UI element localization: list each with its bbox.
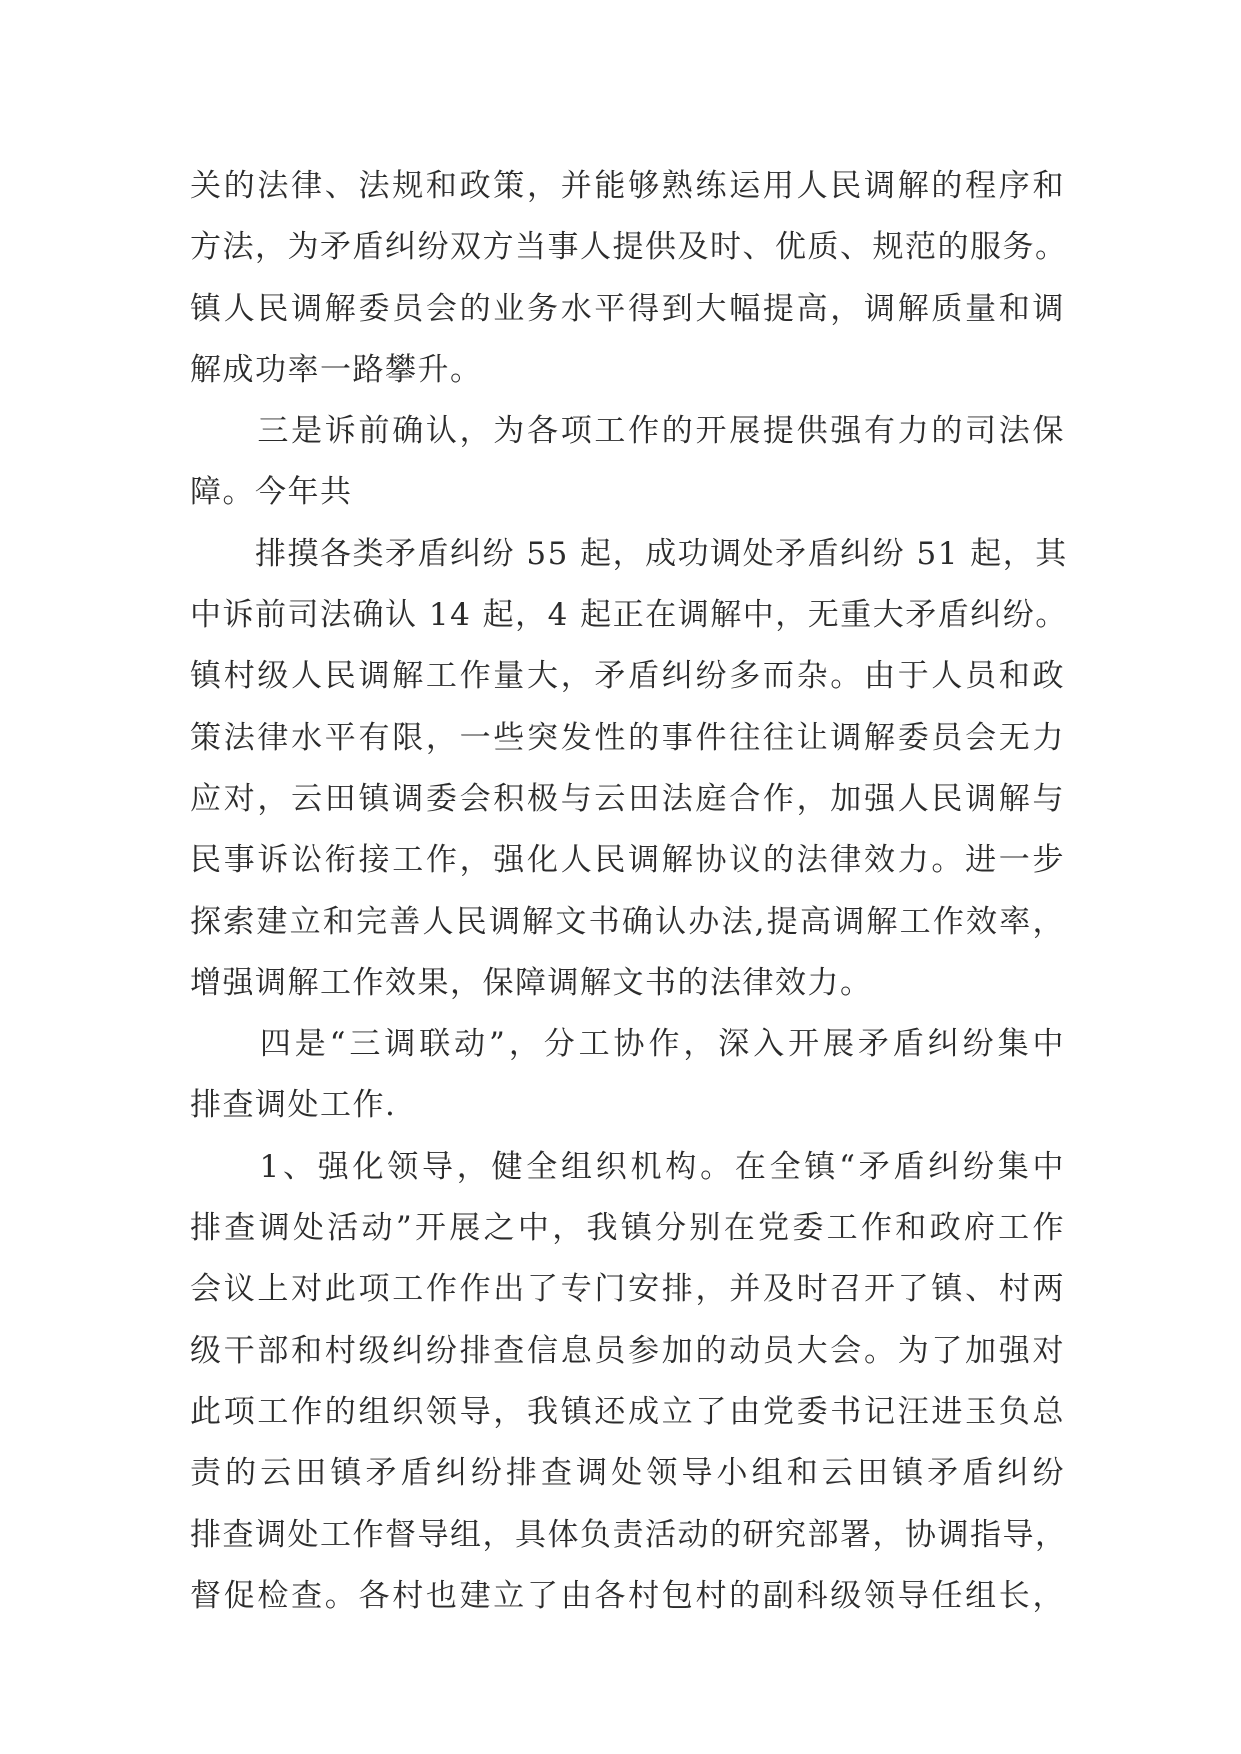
- text-line: 镇村级人民调解工作量大，矛盾纠纷多而杂。由于人员和政: [190, 658, 1065, 695]
- text-line: 策法律水平有限，一些突发性的事件往往让调解委员会无力: [190, 719, 1065, 756]
- body-text: [190, 156, 1068, 1627]
- text-line: 责的云田镇矛盾纠纷排查调处领导小组和云田镇矛盾纠纷: [190, 1455, 1065, 1492]
- text-line: 排查调处工作.: [190, 1087, 397, 1124]
- text-line: 三是诉前确认，为各项工作的开展提供强有力的司法保: [190, 413, 1065, 450]
- text-line: 会议上对此项工作作出了专门安排，并及时召开了镇、村两: [190, 1271, 1065, 1308]
- text-line: 排查调处工作督导组，具体负责活动的研究部署，协调指导，: [190, 1516, 1068, 1553]
- text-line: 级干部和村级纠纷排查信息员参加的动员大会。为了加强对: [190, 1332, 1065, 1369]
- text-line: 解成功率一路攀升。: [190, 351, 483, 388]
- text-line: 镇人民调解委员会的业务水平得到大幅提高，调解质量和调: [190, 290, 1065, 327]
- text-line: 探索建立和完善人民调解文书确认办法,提高调解工作效率，: [190, 903, 1065, 940]
- text-line: 1、强化领导，健全组织机构。在全镇“矛盾纠纷集中: [190, 1148, 1065, 1185]
- text-line: 排查调处活动”开展之中，我镇分别在党委工作和政府工作: [190, 1210, 1065, 1247]
- text-line: 方法，为矛盾纠纷双方当事人提供及时、优质、规范的服务。: [190, 229, 1068, 266]
- text-line: 四是“三调联动”，分工协作，深入开展矛盾纠纷集中: [190, 1026, 1065, 1063]
- text-line: 民事诉讼衔接工作，强化人民调解协议的法律效力。进一步: [190, 842, 1065, 879]
- text-line: 增强调解工作效果，保障调解文书的法律效力。: [190, 964, 873, 1001]
- text-line: 关的法律、法规和政策，并能够熟练运用人民调解的程序和: [190, 168, 1065, 204]
- text-line: 排摸各类矛盾纠纷 55 起，成功调处矛盾纠纷 51 起，其: [190, 535, 1068, 572]
- text-line: 应对，云田镇调委会积极与云田法庭合作，加强人民调解与: [190, 780, 1065, 817]
- text-line: 障。今年共: [190, 474, 353, 511]
- text-line: 中诉前司法确认 14 起，4 起正在调解中，无重大矛盾纠纷。: [190, 597, 1068, 634]
- text-line: 督促检查。各村也建立了由各村包村的副科级领导任组长，: [190, 1577, 1065, 1614]
- text-line: 此项工作的组织领导，我镇还成立了由党委书记汪进玉负总: [190, 1393, 1065, 1430]
